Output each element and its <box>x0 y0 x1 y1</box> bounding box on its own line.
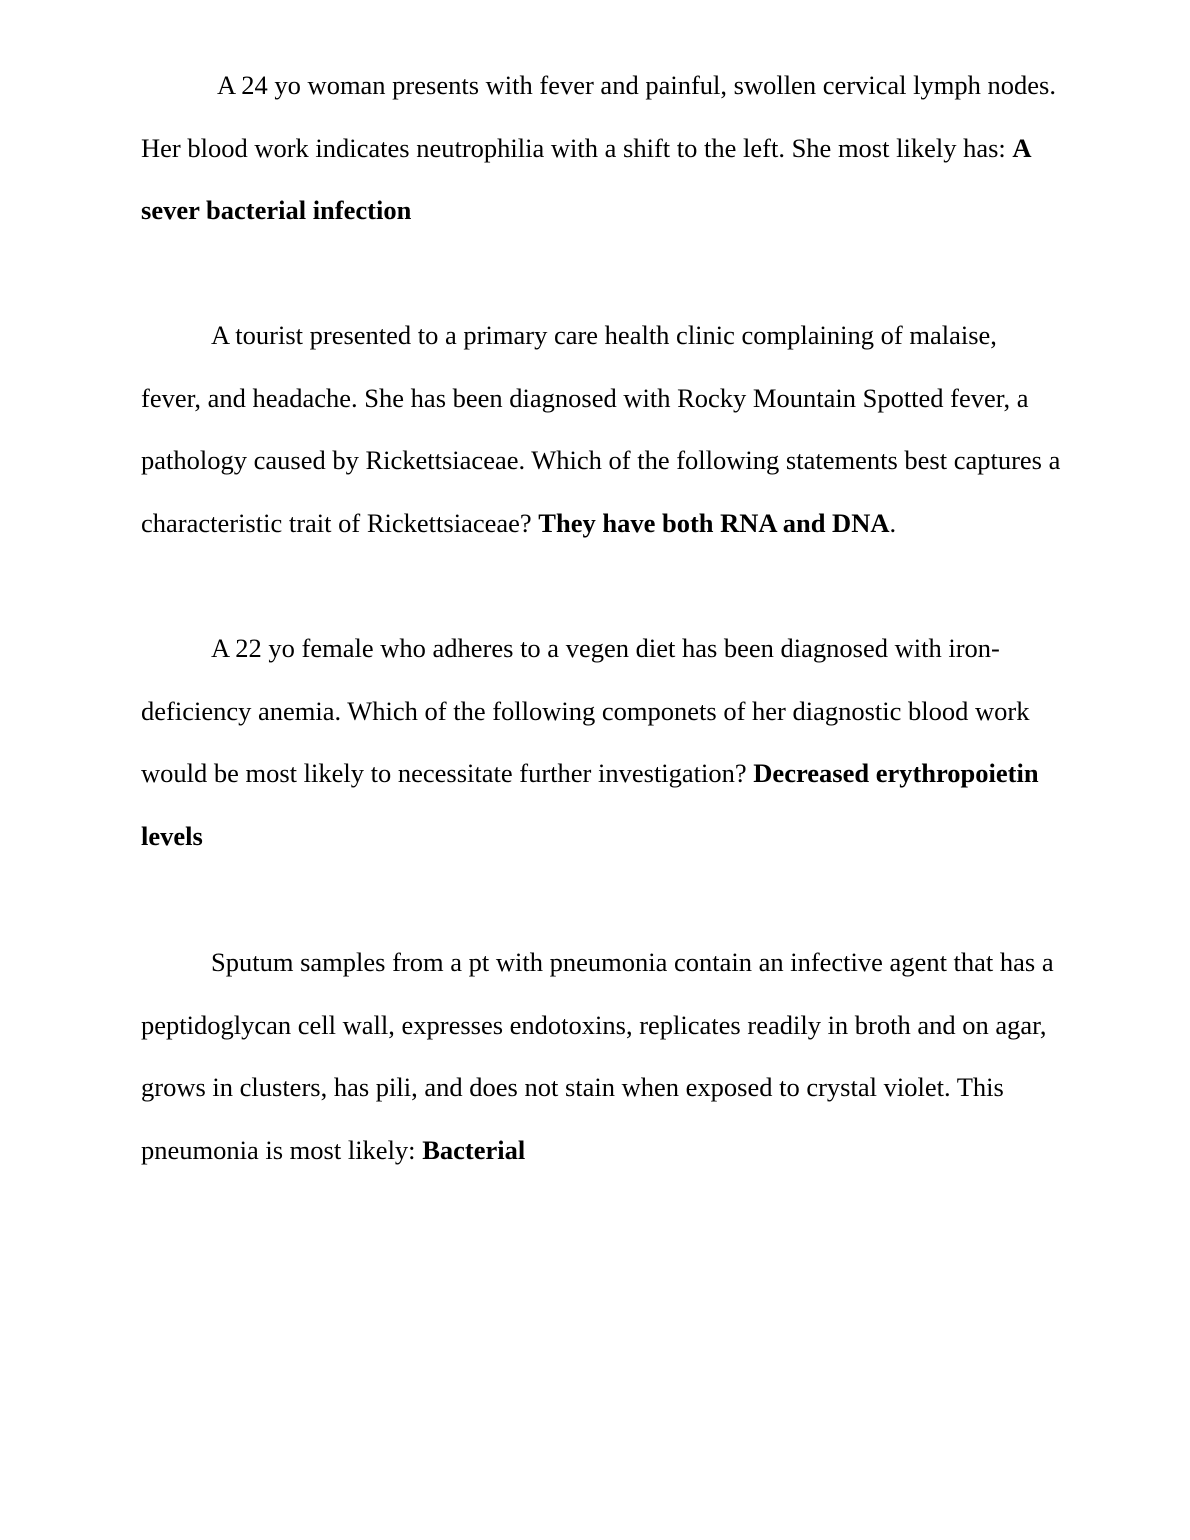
question-paragraph <box>141 931 1061 1181</box>
question-text: A tourist presented to a primary care health clinic complaining of malaise, fever, and headache. She has been diagnosed with Rocky Mountain Spotted fever, a pathology caused by Rickettsiaceae. Which of the following statements best captures a characteristic trait of Rickettsiaceae? <box>141 320 1061 538</box>
answer-text: Bacterial <box>422 1134 526 1165</box>
answer-text: A sever bacterial infection <box>141 132 1031 226</box>
question-block-1 <box>141 54 1061 242</box>
question-block-2 <box>141 304 1061 554</box>
answer-text: Decreased erythropoietin levels <box>141 758 1039 851</box>
answer-trailing: . <box>889 507 897 538</box>
question-paragraph <box>141 617 1061 867</box>
question-block-3 <box>141 617 1061 867</box>
question-text: A 22 yo female who adheres to a vegen diet has been diagnosed with iron-deficiency anemia. Which of the following componets of her diagnostic blood work would be most likely to necessitate further investigation? <box>141 633 1030 789</box>
question-paragraph <box>141 54 1061 242</box>
question-text: A 24 yo woman presents with fever and painful, swollen cervical lymph nodes. Her blood work indicates neutrophilia with a shift to the left. She most likely has: <box>141 70 1056 163</box>
question-block-4 <box>141 931 1061 1181</box>
question-paragraph <box>141 304 1061 554</box>
question-text: Sputum samples from a pt with pneumonia contain an infective agent that has a peptidoglycan cell wall, expresses endotoxins, replicates readily in broth and on agar, grows in clusters, has pili, and does not stain when exposed to crystal violet. This pneumonia is most likely: <box>141 947 1054 1165</box>
answer-text: They have both RNA and DNA <box>538 507 890 538</box>
